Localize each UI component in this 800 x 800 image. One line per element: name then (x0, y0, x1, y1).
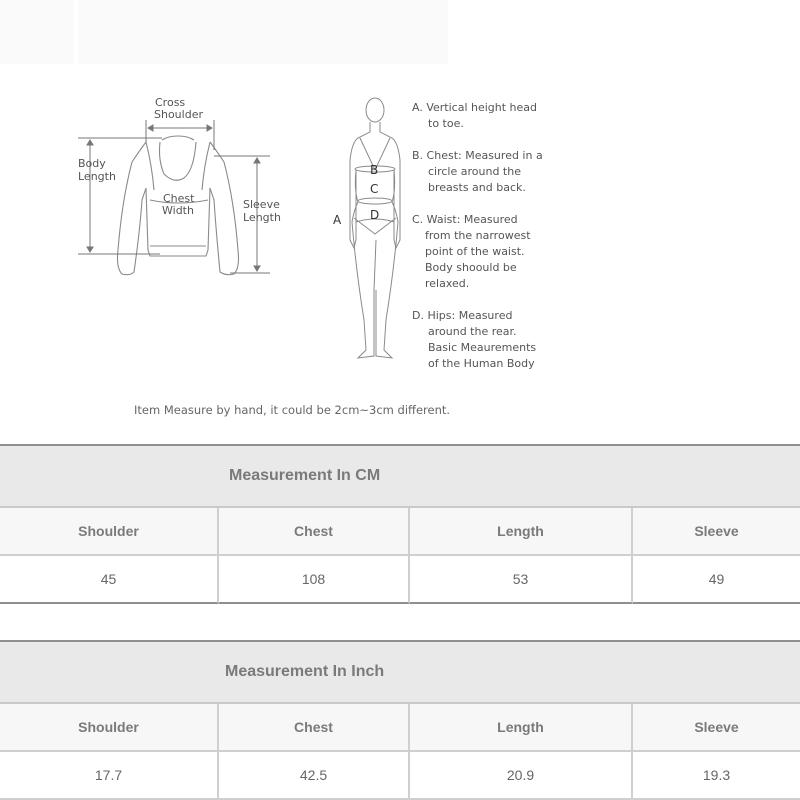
size-table-cm (0, 444, 800, 604)
body-measurement-diagram (330, 90, 420, 370)
header-length: Length (410, 704, 633, 752)
header-shoulder: Shoulder (0, 508, 219, 556)
value-chest: 108 (219, 556, 410, 604)
label-chest: Chest (163, 192, 195, 205)
marker-d: D (370, 208, 380, 222)
body-measurement-legend (412, 100, 562, 388)
legend-entry-d: D. Hips: Measured around the rear. Basic Meaurements of the Human Body (412, 309, 537, 370)
table-title-row (0, 640, 800, 704)
value-length: 53 (410, 556, 633, 604)
size-table-inch (0, 640, 800, 800)
value-shoulder: 17.7 (0, 752, 219, 800)
table-title: Measurement In CM (0, 444, 800, 508)
value-shoulder: 45 (0, 556, 219, 604)
label-body-length: Length (78, 170, 116, 183)
label-body: Body (78, 157, 106, 170)
header-sleeve: Sleeve (633, 508, 800, 556)
table-title: Measurement In Inch (0, 640, 800, 704)
banner-divider (74, 0, 78, 64)
table-header-row (0, 508, 800, 556)
table-header-row (0, 704, 800, 752)
table-title-row (0, 444, 800, 508)
header-chest: Chest (219, 704, 410, 752)
value-chest: 42.5 (219, 752, 410, 800)
marker-a: A (333, 213, 342, 227)
table-row (0, 556, 800, 604)
value-sleeve: 19.3 (633, 752, 800, 800)
table-row (0, 752, 800, 800)
garment-measurement-diagram (70, 90, 300, 290)
label-shoulder: Shoulder (154, 108, 203, 121)
label-cross: Cross (155, 96, 186, 109)
value-length: 20.9 (410, 752, 633, 800)
label-sleeve-length: Length (243, 211, 281, 224)
header-shoulder: Shoulder (0, 704, 219, 752)
legend-entry-b: B. Chest: Measured in a circle around the breasts and back. (412, 149, 543, 194)
legend-entry-a: A. Vertical height head to toe. (412, 101, 538, 130)
value-sleeve: 49 (633, 556, 800, 604)
marker-b: B (370, 163, 379, 177)
header-chest: Chest (219, 508, 410, 556)
top-banner-strip (0, 0, 448, 64)
label-width: Width (162, 204, 194, 217)
legend-entry-c: C. Waist: Measured from the narrowest point of the waist. Body shoould be relaxed. (412, 213, 531, 290)
marker-c: C (370, 182, 379, 196)
header-length: Length (410, 508, 633, 556)
measurement-note: Item Measure by hand, it could be 2cm~3cm different. (134, 403, 451, 417)
label-sleeve: Sleeve (243, 198, 280, 211)
header-sleeve: Sleeve (633, 704, 800, 752)
